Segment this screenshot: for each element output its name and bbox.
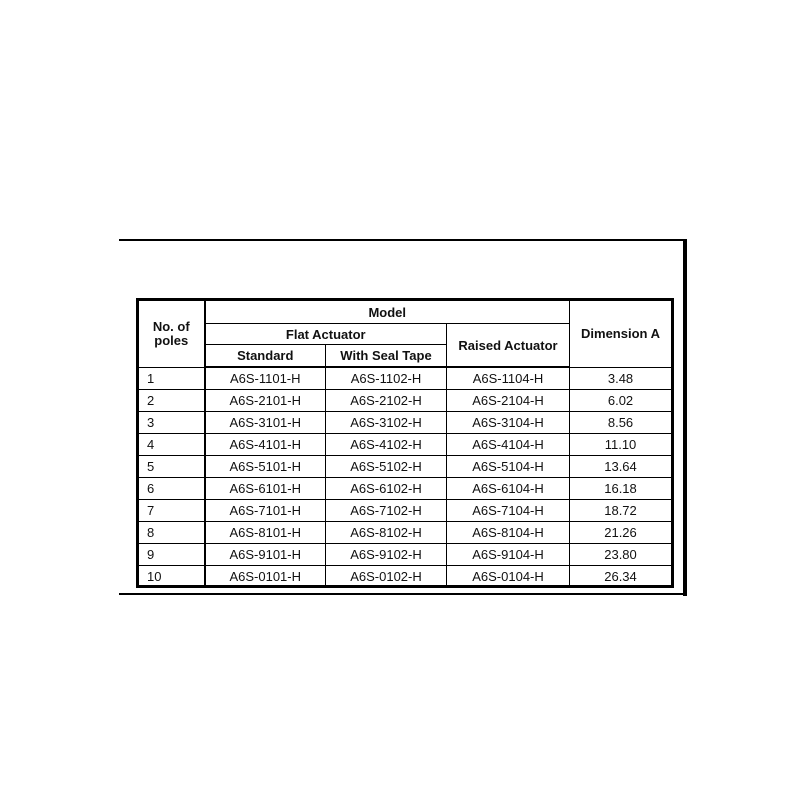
poles-cell: 4: [139, 434, 205, 456]
header-with-seal-tape: With Seal Tape: [326, 345, 447, 368]
raised-model-cell: A6S-9104-H: [447, 544, 570, 566]
header-raised-actuator: Raised Actuator: [447, 324, 570, 368]
standard-model-cell: A6S-6101-H: [205, 478, 326, 500]
raised-model-cell: A6S-3104-H: [447, 412, 570, 434]
poles-cell: 8: [139, 522, 205, 544]
standard-model-cell: A6S-5101-H: [205, 456, 326, 478]
table-row: [139, 367, 672, 390]
dimension-a-cell: 23.80: [570, 544, 672, 566]
raised-model-cell: A6S-6104-H: [447, 478, 570, 500]
seal-tape-model-cell: A6S-8102-H: [326, 522, 447, 544]
seal-tape-model-cell: A6S-1102-H: [326, 367, 447, 390]
frame-bottom-border: [119, 593, 687, 595]
standard-model-cell: A6S-2101-H: [205, 390, 326, 412]
standard-model-cell: A6S-7101-H: [205, 500, 326, 522]
header-model: Model: [205, 301, 570, 324]
poles-cell: 5: [139, 456, 205, 478]
seal-tape-model-cell: A6S-5102-H: [326, 456, 447, 478]
table-body: [139, 367, 672, 588]
header-no-of-poles: [139, 301, 205, 368]
standard-model-cell: A6S-8101-H: [205, 522, 326, 544]
dimension-a-cell: 18.72: [570, 500, 672, 522]
poles-cell: 2: [139, 390, 205, 412]
header-standard: Standard: [205, 345, 326, 368]
poles-cell: 9: [139, 544, 205, 566]
raised-model-cell: A6S-0104-H: [447, 566, 570, 588]
dimension-a-cell: 3.48: [570, 367, 672, 390]
seal-tape-model-cell: A6S-3102-H: [326, 412, 447, 434]
table-row: [139, 544, 672, 566]
seal-tape-model-cell: A6S-6102-H: [326, 478, 447, 500]
table-header: [139, 301, 672, 368]
seal-tape-model-cell: A6S-9102-H: [326, 544, 447, 566]
seal-tape-model-cell: A6S-4102-H: [326, 434, 447, 456]
table-row: [139, 390, 672, 412]
standard-model-cell: A6S-9101-H: [205, 544, 326, 566]
frame-right-border: [683, 239, 687, 596]
standard-model-cell: A6S-1101-H: [205, 367, 326, 390]
table-row: [139, 566, 672, 588]
header-flat-actuator: Flat Actuator: [205, 324, 447, 345]
dimension-a-cell: 13.64: [570, 456, 672, 478]
seal-tape-model-cell: A6S-7102-H: [326, 500, 447, 522]
raised-model-cell: A6S-1104-H: [447, 367, 570, 390]
seal-tape-model-cell: A6S-2102-H: [326, 390, 447, 412]
table-row: [139, 500, 672, 522]
raised-model-cell: A6S-4104-H: [447, 434, 570, 456]
raised-model-cell: A6S-7104-H: [447, 500, 570, 522]
seal-tape-model-cell: A6S-0102-H: [326, 566, 447, 588]
frame-top-border: [119, 239, 687, 241]
poles-cell: 3: [139, 412, 205, 434]
standard-model-cell: A6S-4101-H: [205, 434, 326, 456]
dimension-a-cell: 16.18: [570, 478, 672, 500]
header-poles-line2: poles: [154, 332, 189, 348]
dimension-a-cell: 21.26: [570, 522, 672, 544]
poles-cell: 7: [139, 500, 205, 522]
dimension-a-cell: 6.02: [570, 390, 672, 412]
header-dimension-a: Dimension A: [570, 301, 672, 368]
raised-model-cell: A6S-5104-H: [447, 456, 570, 478]
standard-model-cell: A6S-3101-H: [205, 412, 326, 434]
raised-model-cell: A6S-8104-H: [447, 522, 570, 544]
table-row: [139, 522, 672, 544]
model-table: [138, 300, 672, 588]
standard-model-cell: A6S-0101-H: [205, 566, 326, 588]
dimension-a-cell: 26.34: [570, 566, 672, 588]
table-row: [139, 412, 672, 434]
model-table-container: [136, 298, 674, 588]
table-row: [139, 456, 672, 478]
poles-cell: 10: [139, 566, 205, 588]
poles-cell: 1: [139, 367, 205, 390]
poles-cell: 6: [139, 478, 205, 500]
table-row: [139, 478, 672, 500]
header-poles-line1: No. of: [152, 318, 190, 334]
raised-model-cell: A6S-2104-H: [447, 390, 570, 412]
table-row: [139, 434, 672, 456]
dimension-a-cell: 11.10: [570, 434, 672, 456]
dimension-a-cell: 8.56: [570, 412, 672, 434]
